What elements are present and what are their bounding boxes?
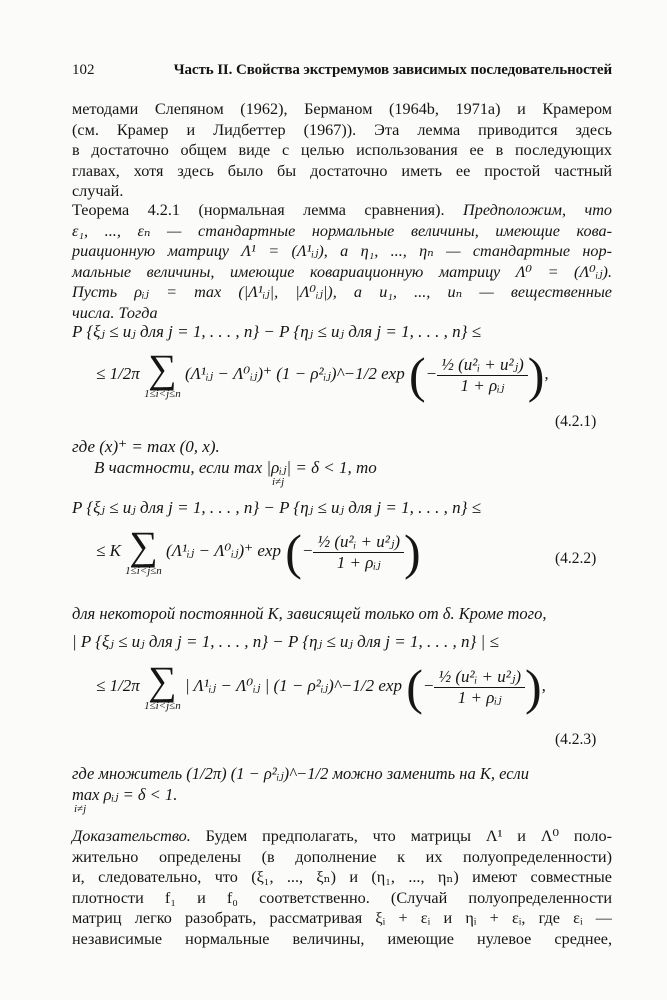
eq1-denominator: 1 + ρᵢⱼ <box>460 375 505 395</box>
intro-line: в достаточно общем виде с целью использования ее в последующих <box>72 141 612 159</box>
eq2-denominator: 1 + ρᵢⱼ <box>336 552 381 572</box>
theorem-line: Пусть ρᵢⱼ = max (|Λ¹ᵢⱼ|, |Λ⁰ᵢⱼ|), а u₁, ..., uₙ — вещественные <box>72 283 612 301</box>
in-particular: В частности, если max |ρᵢⱼ| = δ < 1, то <box>94 458 377 477</box>
theorem-line: мальные величины, имеющие ковариационную матрицу Λ⁰ = (Λ⁰ᵢⱼ). <box>72 262 612 281</box>
eq3-coefficient: ≤ 1/2π <box>96 675 140 695</box>
intro-line: (см. Крамер и Лидбеттер (1967)). Эта лемма приводится здесь <box>72 120 612 139</box>
eq2-line1: P {ξⱼ ≤ uⱼ для j = 1, . . . , n} − P {ηⱼ ≤ uⱼ для j = 1, . . . , n} ≤ <box>72 498 481 517</box>
eq2-number: (4.2.2) <box>555 550 597 567</box>
eq2-sum-limits: 1≤i<j≤n <box>125 565 162 577</box>
for-some-constant: для некоторой постоянной K, зависящей только от δ. Кроме того, <box>72 604 547 623</box>
intro-line: главах, хотя здесь было бы достаточно иметь ее простой частный <box>72 161 612 180</box>
max-subscript: i≠j <box>272 476 285 488</box>
eq1-number: (4.2.1) <box>555 413 597 430</box>
proof-line: плотности f₁ и f₀ соответственно. (Случай полуопределенности <box>72 888 612 907</box>
eq3-sum: ∑ 1≤i<j≤n <box>144 658 181 712</box>
where-plus: где (x)⁺ = max (0, x). <box>72 437 220 456</box>
eq1-sum: ∑ 1≤i<j≤n <box>144 346 181 400</box>
proof-line: независимые нормальные величины, имеющие нулевое среднее, <box>72 929 612 948</box>
eq3-body: | Λ¹ᵢⱼ − Λ⁰ᵢⱼ | (1 − ρ²ᵢⱼ)^−1/2 exp <box>184 675 402 695</box>
eq1-sum-limits: 1≤i<j≤n <box>144 388 181 400</box>
intro-line: случай. <box>72 182 124 200</box>
eq3-denominator: 1 + ρᵢⱼ <box>457 687 502 707</box>
eq1-body: (Λ¹ᵢⱼ − Λ⁰ᵢⱼ)⁺ (1 − ρ²ᵢⱼ)^−1/2 exp <box>184 363 405 383</box>
theorem-line: ε₁, ..., εₙ — стандартные нормальные величины, имеющие кова- <box>72 221 612 240</box>
eq1-coefficient: ≤ 1/2π <box>96 363 140 383</box>
theorem-paragraph <box>72 200 612 323</box>
theorem-name: (нормальная лемма сравнения). <box>198 201 445 219</box>
proof-line: и, следовательно, что (ξ₁, ..., ξₙ) и (η₁, ..., ηₙ) имеют совместные <box>72 868 612 886</box>
proof-line: матриц легко разобрать, рассматривая ξᵢ + εᵢ и ηᵢ + εᵢ, где εᵢ — <box>72 909 612 927</box>
eq3-numerator: ½ (u²ᵢ + u²ⱼ) <box>434 667 525 688</box>
theorem-label: Теорема 4.2.1 <box>72 201 180 219</box>
eq3-sum-limits: 1≤i<j≤n <box>144 700 181 712</box>
eq1-line2: ≤ 1/2π ∑ 1≤i<j≤n (Λ¹ᵢⱼ − Λ⁰ᵢⱼ)⁺ (1 − ρ²ᵢⱼ)^−1/2 exp (− $\frac{\text{½ (u²ᵢ + u²ⱼ)}}{\text{1 + ρᵢⱼ}}$ ), <box>96 346 549 403</box>
eq2-body: (Λ¹ᵢⱼ − Λ⁰ᵢⱼ)⁺ exp <box>166 540 281 560</box>
page-number: 102 <box>72 62 95 78</box>
intro-line: методами Слепяном (1962), Берманом (1964b, 1971a) и Крамером <box>72 100 612 118</box>
eq3-line1: | P {ξⱼ ≤ uⱼ для j = 1, . . . , n} − P {ηⱼ ≤ uⱼ для j = 1, . . . , n} | ≤ <box>72 632 499 651</box>
theorem-line: риационную матрицу Λ¹ = (Λ¹ᵢⱼ), а η₁, ..., ηₙ — стандартные нор- <box>72 242 612 260</box>
eq1-numerator: ½ (u²ᵢ + u²ⱼ) <box>437 355 528 376</box>
max-condition: max ρᵢⱼ = δ < 1. <box>72 785 178 804</box>
eq3-number: (4.2.3) <box>555 731 597 748</box>
eq1-line1: P {ξⱼ ≤ uⱼ для j = 1, . . . , n} − P {ηⱼ ≤ uⱼ для j = 1, . . . , n} ≤ <box>72 322 481 341</box>
running-title: Часть II. Свойства экстремумов зависимых последовательностей <box>173 62 612 78</box>
intro-paragraph <box>72 99 612 202</box>
eq2-coefficient: ≤ K <box>96 540 121 560</box>
where-multiplier: где множитель (1/2π) (1 − ρ²ᵢⱼ)^−1/2 можно заменить на K, если <box>72 764 529 783</box>
eq3-line2: ≤ 1/2π ∑ 1≤i<j≤n | Λ¹ᵢⱼ − Λ⁰ᵢⱼ | (1 − ρ²ᵢⱼ)^−1/2 exp (− $\frac{\text{½ (u²ᵢ + u²ⱼ)}}{\text{1 + ρᵢⱼ}}$ ), <box>96 658 546 715</box>
theorem-line: числа. Тогда <box>72 303 158 322</box>
proof-label: Доказательство. <box>72 827 191 845</box>
proof-paragraph <box>72 826 612 949</box>
max-condition-subscript: i≠j <box>74 803 87 815</box>
proof-line: жительно определены (в дополнение к их полуопределенности) <box>72 847 612 866</box>
eq2-sum: ∑ 1≤i<j≤n <box>125 523 162 577</box>
theorem-line: Предположим, что <box>463 201 613 219</box>
proof-line: Будем предполагать, что матрицы Λ¹ и Λ⁰ поло- <box>205 827 612 845</box>
eq2-numerator: ½ (u²ᵢ + u²ⱼ) <box>313 532 404 553</box>
eq2-line2: ≤ K ∑ 1≤i<j≤n (Λ¹ᵢⱼ − Λ⁰ᵢⱼ)⁺ exp (− $\frac{\text{½ (u²ᵢ + u²ⱼ)}}{\text{1 + ρᵢⱼ}}$ ) <box>96 523 421 580</box>
